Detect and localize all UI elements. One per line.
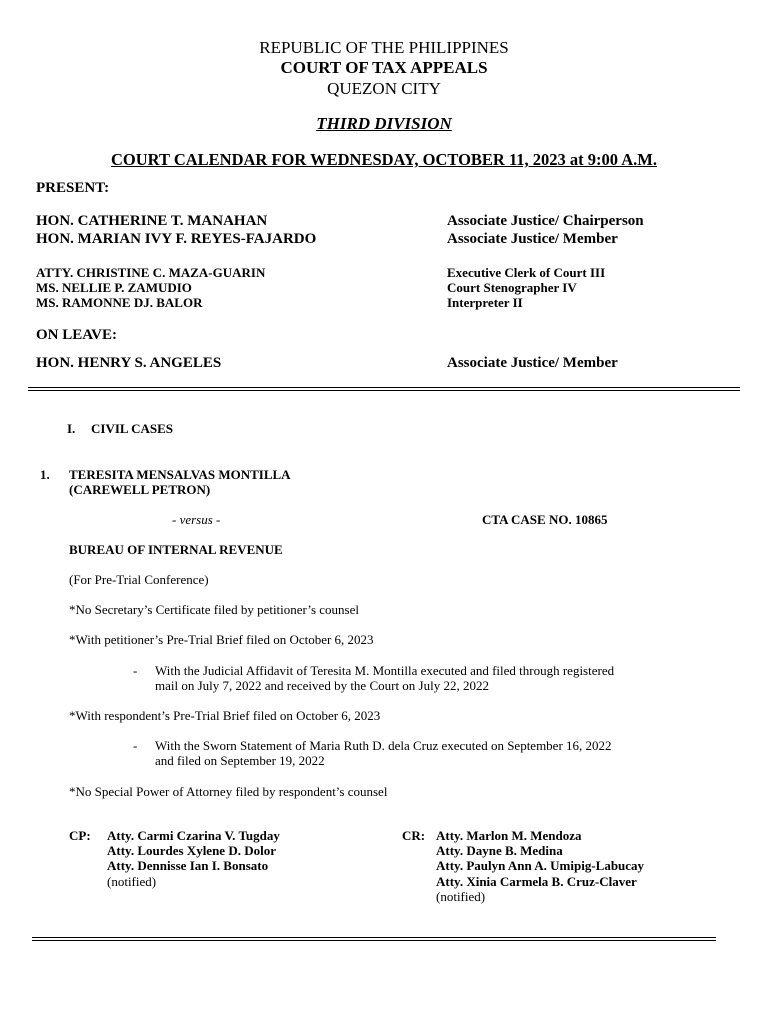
case-no: CTA CASE NO. 10865 — [482, 512, 608, 527]
section-numeral: I. — [67, 421, 76, 436]
respondent-name: BUREAU OF INTERNAL REVENUE — [69, 542, 283, 557]
staff-name: MS. RAMONNE DJ. BALOR — [36, 295, 203, 310]
sub-note: mail on July 7, 2022 and received by the Court on July 22, 2022 — [155, 678, 489, 693]
cr-counsel: Atty. Paulyn Ann A. Umipig-Labucay — [436, 858, 645, 873]
versus-label: - versus - — [172, 512, 221, 527]
case-note: *No Secretary’s Certificate filed by petitioner’s counsel — [69, 602, 359, 617]
staff-role: Interpreter II — [447, 295, 523, 310]
on-leave-label: ON LEAVE: — [36, 327, 117, 343]
cr-label: CR: — [402, 828, 426, 843]
case-note: *No Special Power of Attorney filed by respondent’s counsel — [69, 784, 388, 799]
cp-counsel: Atty. Carmi Czarina V. Tugday — [107, 828, 280, 843]
cp-notified: (notified) — [107, 874, 157, 889]
sub-note-bullet: - — [133, 663, 138, 678]
justice-name: HON. MARIAN IVY F. REYES-FAJARDO — [36, 231, 317, 247]
staff-name: MS. NELLIE P. ZAMUDIO — [36, 280, 192, 295]
section-title: CIVIL CASES — [91, 421, 174, 436]
on-leave-role: Associate Justice/ Member — [447, 355, 618, 371]
staff-name: ATTY. CHRISTINE C. MAZA-GUARIN — [36, 265, 266, 280]
header-city: QUEZON CITY — [327, 79, 441, 98]
header-republic: REPUBLIC OF THE PHILIPPINES — [259, 38, 509, 57]
staff-role: Court Stenographer IV — [447, 280, 577, 295]
cp-label: CP: — [69, 828, 91, 843]
justice-role: Associate Justice/ Member — [447, 231, 618, 247]
divider — [28, 390, 740, 391]
case-note: *With petitioner’s Pre-Trial Brief filed on October 6, 2023 — [69, 632, 374, 647]
sub-note-bullet: - — [133, 738, 138, 753]
divider — [28, 387, 740, 388]
sub-note: and filed on September 19, 2022 — [155, 753, 325, 768]
justice-name: HON. CATHERINE T. MANAHAN — [36, 213, 268, 229]
header-court: COURT OF TAX APPEALS — [280, 58, 488, 77]
case-number: 1. — [40, 467, 50, 482]
sub-note: With the Sworn Statement of Maria Ruth D. dela Cruz executed on September 16, 2022 — [155, 738, 612, 753]
case-purpose: (For Pre-Trial Conference) — [69, 572, 209, 587]
case-note: *With respondent’s Pre-Trial Brief filed on October 6, 2023 — [69, 708, 381, 723]
petitioner-name: TERESITA MENSALVAS MONTILLA — [69, 467, 291, 482]
cr-counsel: Atty. Xinia Carmela B. Cruz-Claver — [436, 874, 637, 889]
on-leave-name: HON. HENRY S. ANGELES — [36, 355, 222, 371]
staff-role: Executive Clerk of Court III — [447, 265, 606, 280]
divider — [32, 937, 716, 938]
justice-role: Associate Justice/ Chairperson — [447, 213, 644, 229]
petitioner-alias: (CAREWELL PETRON) — [69, 482, 211, 497]
present-label: PRESENT: — [36, 180, 110, 196]
division-title: THIRD DIVISION — [316, 114, 452, 133]
cr-counsel: Atty. Dayne B. Medina — [436, 843, 563, 858]
cp-counsel: Atty. Lourdes Xylene D. Dolor — [107, 843, 276, 858]
sub-note: With the Judicial Affidavit of Teresita M. Montilla executed and filed through registered — [155, 663, 615, 678]
divider — [32, 940, 716, 941]
cr-notified: (notified) — [436, 889, 486, 904]
cr-counsel: Atty. Marlon M. Mendoza — [436, 828, 582, 843]
cp-counsel: Atty. Dennisse Ian I. Bonsato — [107, 858, 269, 873]
calendar-title: COURT CALENDAR FOR WEDNESDAY, OCTOBER 11, 2023 at 9:00 A.M. — [111, 150, 657, 169]
